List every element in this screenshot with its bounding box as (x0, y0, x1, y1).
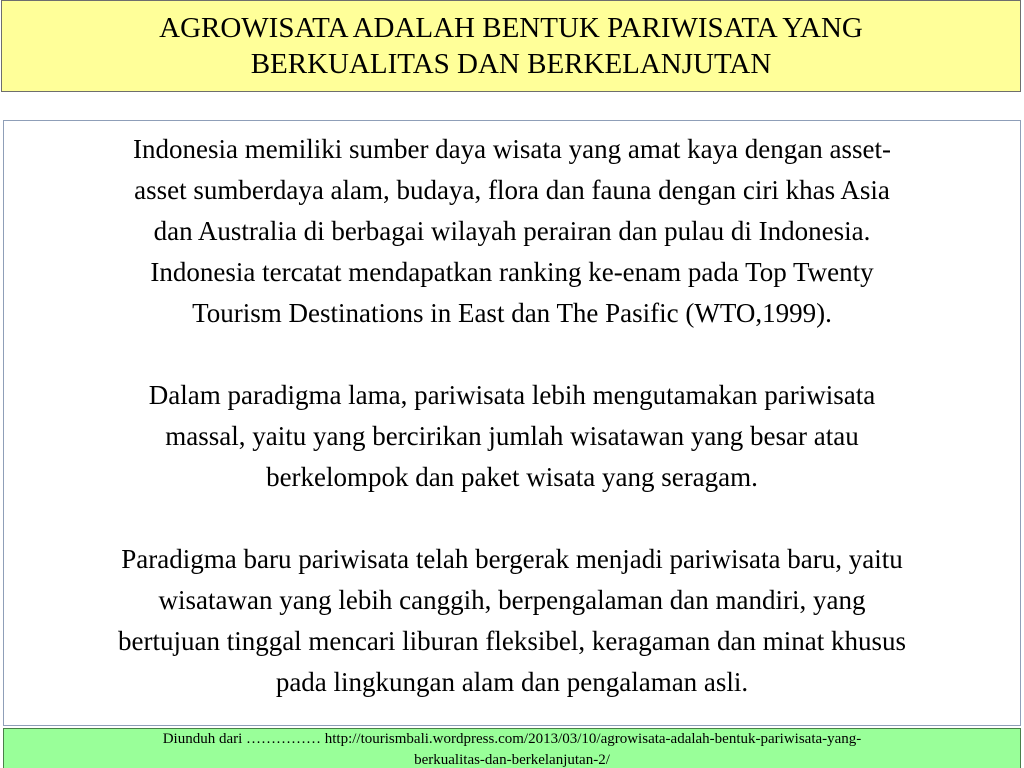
paragraph-2: Dalam paradigma lama, pariwisata lebih mengutamakan pariwisata massal, yaitu yang bercirikan jumlah wisatawan yang besar atau berkelompok dan paket wisata yang seragam. (148, 380, 876, 492)
title-box (1, 0, 1021, 92)
paragraph-1: Indonesia memiliki sumber daya wisata yang amat kaya dengan asset- asset sumberdaya alam, budaya, flora dan fauna dengan ciri khas Asia dan Australia di berbagai wilayah perairan dan pulau di Indonesia. Indonesia tercatat mendapatkan ranking ke-enam pada Top Twenty Tourism Destinations in East dan The Pasific (WTO,1999). (132, 134, 891, 328)
paragraph-spacer (10, 498, 1014, 539)
paragraph-spacer (10, 334, 1014, 375)
content-box (3, 120, 1021, 726)
slide-title: AGROWISATA ADALAH BENTUK PARIWISATA YANG BERKUALITAS DAN BERKELANJUTAN (159, 12, 863, 80)
paragraph-3: Paradigma baru pariwisata telah bergerak menjadi pariwisata baru, yaitu wisatawan yang lebih canggih, berpengalaman dan mandiri, yang bertujuan tinggal mencari liburan fleksibel, keragaman dan minat khusus pada lingkungan alam dan pengalaman asli. (117, 544, 906, 697)
source-footer (3, 728, 1021, 768)
source-citation: Diunduh dari …………… http://tourismbali.wordpress.com/2013/03/10/agrowisata-adalah-bentuk-pariwisata-yang- berkualitas-dan-berkelanjutan-2/ (162, 731, 862, 768)
